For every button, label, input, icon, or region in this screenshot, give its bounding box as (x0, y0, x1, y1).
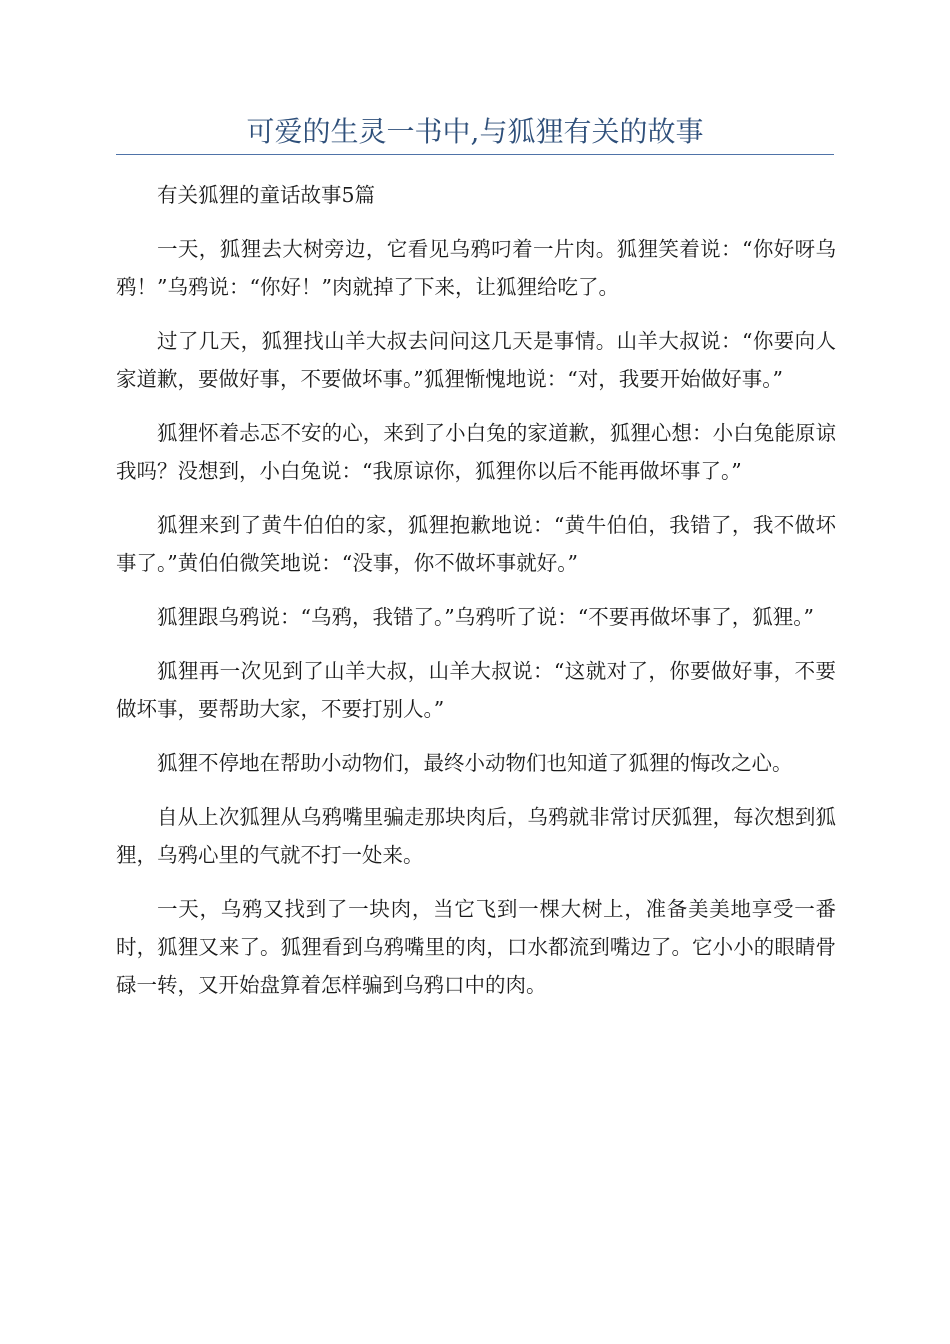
paragraph: 狐狸来到了黄牛伯伯的家，狐狸抱歉地说：“黄牛伯伯，我错了，我不做坏事了。”黄伯伯微笑地说：“没事，你不做坏事就好。” (116, 513, 836, 575)
paragraph: 狐狸再一次见到了山羊大叔，山羊大叔说：“这就对了，你要做好事，不要做坏事，要帮助大家，不要打别人。” (116, 659, 836, 721)
paragraph: 狐狸怀着忐忑不安的心，来到了小白兔的家道歉，狐狸心想：小白兔能原谅我吗？没想到，小白兔说：“我原谅你，狐狸你以后不能再做坏事了。” (116, 421, 836, 483)
document-body (116, 176, 836, 1020)
paragraph: 过了几天，狐狸找山羊大叔去问问这几天是事情。山羊大叔说：“你要向人家道歉，要做好事，不要做坏事。”狐狸惭愧地说：“对，我要开始做好事。” (116, 329, 836, 391)
paragraph: 一天，乌鸦又找到了一块肉，当它飞到一棵大树上，准备美美地享受一番时，狐狸又来了。狐狸看到乌鸦嘴里的肉，口水都流到嘴边了。它小小的眼睛骨碌一转，又开始盘算着怎样骗到乌鸦口中的肉。 (116, 897, 836, 997)
document-title: 可爱的生灵一书中,与狐狸有关的故事 (246, 115, 704, 148)
paragraph: 自从上次狐狸从乌鸦嘴里骗走那块肉后，乌鸦就非常讨厌狐狸，每次想到狐狸，乌鸦心里的气就不打一处来。 (116, 805, 836, 867)
paragraph: 一天，狐狸去大树旁边，它看见乌鸦叼着一片肉。狐狸笑着说：“你好呀乌鸦！”乌鸦说：“你好！”肉就掉了下来，让狐狸给吃了。 (116, 237, 836, 299)
paragraph-subtitle: 有关狐狸的童话故事5篇 (157, 183, 376, 207)
title-underline (116, 154, 834, 155)
paragraph: 狐狸跟乌鸦说：“乌鸦，我错了。”乌鸦听了说：“不要再做坏事了，狐狸。” (157, 605, 814, 629)
paragraph: 狐狸不停地在帮助小动物们，最终小动物们也知道了狐狸的悔改之心。 (157, 751, 793, 775)
